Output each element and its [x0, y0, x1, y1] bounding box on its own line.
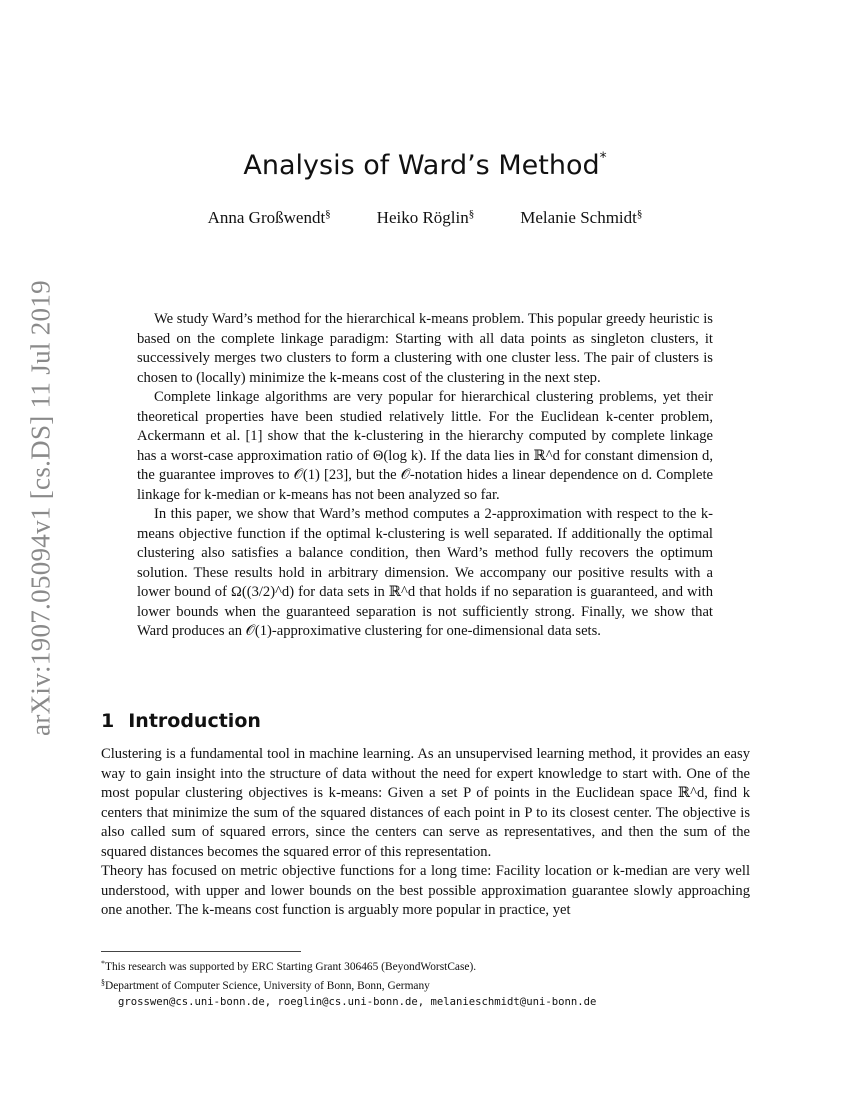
footnote-text: This research was supported by ERC Starting Grant 306465 (BeyondWorstCase).	[105, 961, 477, 973]
author-affiliation-mark: §	[636, 208, 643, 220]
footnote-funding	[101, 956, 750, 975]
abstract-paragraph: Complete linkage algorithms are very popular for hierarchical clustering problems, yet their theoretical properties have been studied relatively little. For the Euclidean k-center problem, Ackermann et al. [1] show that the k-clustering in the hierarchy computed by complete linkage has a worst-case approximation ratio of Θ(log k). If the data lies in ℝ^d for constant dimension d, the guarantee improves to 𝒪(1) [23], but the 𝒪-notation hides a linear dependence on d. Complete linkage for k-median or k-means has not been analyzed so far.	[137, 389, 713, 503]
section-number: 1	[101, 710, 115, 732]
section-heading-introduction	[101, 710, 261, 732]
author-name: Anna Großwendt	[207, 208, 326, 227]
title-footnote-mark: *	[599, 150, 607, 166]
section-title: Introduction	[128, 710, 261, 732]
footnote-affiliation	[101, 975, 750, 994]
author-affiliation-mark: §	[468, 208, 475, 220]
author-affiliation-mark: §	[325, 208, 331, 220]
author	[520, 208, 642, 228]
abstract-paragraph: We study Ward’s method for the hierarchical k-means problem. This popular greedy heuristic is based on the complete linkage paradigm: Starting with all data points as singleton clusters, it successively merges two clusters to form a clustering with one cluster less. The pair of clusters is chosen to (locally) minimize the k-means cost of the clustering in the next step.	[137, 311, 713, 386]
author	[208, 208, 331, 228]
author-list	[0, 208, 850, 228]
introduction-body	[101, 745, 750, 921]
author	[377, 208, 475, 228]
author-name: Heiko Röglin	[376, 208, 469, 227]
body-paragraph: Clustering is a fundamental tool in machine learning. As an unsupervised learning method, it provides an easy way to gain insight into the structure of data without the need for expert knowledge to start with. One of the most popular clustering objectives is k-means: Given a set P of points in the Euclidean space ℝ^d, find k centers that minimize the sum of the squared distances of each point in P to its closest center. The objective is also called sum of squared errors, since the centers can serve as representatives, and then the sum of the squared distances becomes the squared error of this representation.	[101, 746, 750, 860]
author-name: Melanie Schmidt	[520, 208, 637, 227]
author-emails: grosswen@cs.uni-bonn.de, roeglin@cs.uni-bonn.de, melanieschmidt@uni-bonn.de	[118, 996, 597, 1008]
paper-title	[0, 150, 850, 181]
footnote-mark: §	[101, 978, 105, 987]
abstract-paragraph: In this paper, we show that Ward’s method computes a 2-approximation with respect to the k-means objective function if the optimal k-clustering is well separated. If additionally the optimal clustering also satisfies a balance condition, then Ward’s method fully recovers the optimum solution. These results hold in arbitrary dimension. We accompany our positive results with a lower bound of Ω((3/2)^d) for data sets in ℝ^d that holds if no separation is guaranteed, and with lower bounds when the guaranteed separation is not sufficiently strong. Finally, we show that Ward produces an 𝒪(1)-approximative clustering for one-dimensional data sets.	[137, 506, 713, 639]
arxiv-identifier-stamp: arXiv:1907.05094v1 [cs.DS] 11 Jul 2019	[25, 280, 56, 736]
footnote-text: Department of Computer Science, University of Bonn, Bonn, Germany	[105, 980, 430, 992]
footnotes	[101, 956, 750, 1010]
paper-title-text: Analysis of Ward’s Method	[243, 150, 600, 181]
body-paragraph: Theory has focused on metric objective functions for a long time: Facility location or k-median are very well understood, with upper and lower bounds on the best possible approximation guarantee slowly approaching one another. The k-means cost function is arguably more popular in practice, yet	[101, 863, 750, 918]
footnote-divider	[101, 951, 301, 952]
abstract	[137, 310, 713, 642]
footnote-mark: *	[101, 959, 105, 968]
